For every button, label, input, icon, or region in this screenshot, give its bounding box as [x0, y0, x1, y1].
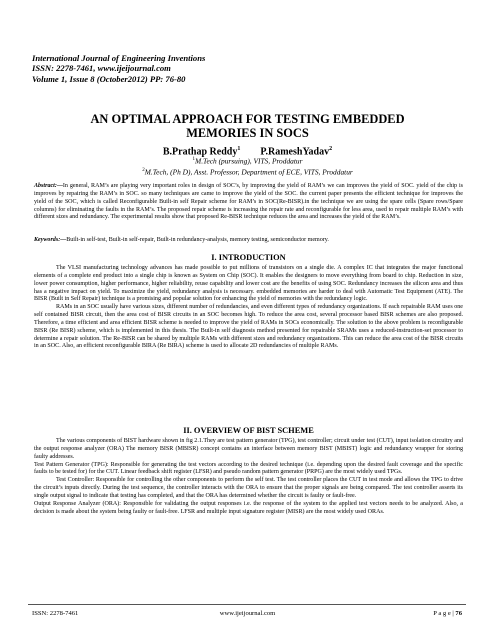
bist-overview-body: [34, 438, 463, 516]
affiliations: [40, 155, 455, 177]
introduction-body: [34, 265, 463, 351]
journal-issn: ISSN: 2278-7461, www.ijeijournal.com: [32, 63, 171, 74]
paper-title-line1: AN OPTIMAL APPROACH FOR TESTING EMBEDDED: [90, 112, 405, 126]
bist-paragraph-ora: Output Response Analyzer (ORA): Responsible for validating the output responses i.e. the response of the system to the applied test vectors needs to be analyzed. Also, a decision is made about the system being faulty or fault-free. LFSR and multiple input signature register (MISR) are the most widely used ORAs.: [34, 500, 463, 515]
footer-divider: [28, 604, 466, 605]
journal-header: [32, 53, 462, 84]
affiliation-2: [40, 166, 455, 177]
footer-issn: ISSN: 2278-7461: [32, 610, 79, 617]
bist-paragraph-tpg: Test Pattern Generator (TPG): Responsible for generating the test vectors according to the desired technique (i.e. depending upon the desired fault coverage and the specific faults to be tested for) for the CUT. Linear feedback shift register (LFSR) and pseudo random pattern generator (PRPG) are the most widely used TPGs.: [34, 461, 463, 476]
affiliation-1-superscript: 1: [192, 157, 196, 162]
footer-website: www.ijeijournal.com: [219, 610, 276, 617]
journal-name: International Journal of Engineering Inventions: [32, 53, 206, 63]
author-2-superscript: 2: [329, 146, 333, 152]
author-1-superscript: 1: [237, 146, 241, 152]
bist-paragraph-test-controller: Test Controller: Responsible for controlling the other components to perform the self test. The test controller places the CUT in test mode and allows the TPG to drive the circuit’s inputs directly. During the test sequence, the controller interacts with the ORA to ensure that the proper signals are being compared. The test controller asserts its single output signal to indicate that testing has completed, and that the ORA has determined whether the circuit is faulty or fault-free.: [34, 477, 463, 499]
keywords: [34, 237, 463, 245]
section-heading-bist-overview: II. OVERVIEW OF BIST SCHEME: [183, 426, 314, 435]
affiliation-1-text: M.Tech (pursuing), VITS, Proddatur: [195, 156, 303, 166]
author-2: P.RameshYadav: [260, 146, 330, 158]
footer-page-label: P a g e |: [433, 610, 456, 617]
keywords-text: Built-in self-test, Built-in self-repair, Built-in redundancy-analysis, memory testing, semiconductor memory.: [66, 237, 329, 243]
affiliation-2-text: M.Tech, (Ph D), Asst. Professor, Department of ECE, VITS, Proddatur: [144, 167, 353, 177]
abstract-label: Abstract:—: [34, 183, 63, 189]
introduction-paragraph-1: The VLSI manufacturing technology advances has made possible to put millions of transistors on a single die. A complex IC that integrates the major functional elements of a complete end product into a single chip is known as System on Chip (SOC). It enables the designers to move everything from board to chip. Reduction in size, lower power consumption, higher performance, higher reliability, reuse capability and lower cost are the benefits of using SOC. Redundancy increases the silicon area and thus has a negative impact on yield. To maximize the yield, redundancy analysis is necessary. embedded memories are harder to deal with Automatic Test Equipment (ATE). The BISR (Built in Self Repair) technique is a promising and popular solution for enhancing the yield of memories with the redundancy logic.: [34, 265, 463, 303]
introduction-paragraph-2: RAMs in an SOC usually have various sizes, different number of redundancies, and even different types of redundancy organizations. If each repairable RAM uses one self contained BISR circuit, then the area cost of BISR circuits in an SOC becomes high. To reduce the area cost, several processor based BISR schemes are also proposed. Therefore, a time efficient and area efficient BISR scheme is needed to improve the yield of RAMs in SOCs economically. The solution to the above problem is reconfigurable BISR (Re BISR) scheme, which is implemented in this thesis. The Built-in self diagnosis method presented for repairable SRAMs uses a reduced-instruction-set processor to determine a repair solution. The Re-BISR can be shared by multiple RAMs with different sizes and redundancy organizations. This can reduce the area cost of the BISR circuits in an SOC. Also, an efficient reconfigurable BIRA (Re BIRA) scheme is used to allocate 2D redundancies of multiple RAMs.: [34, 304, 463, 350]
author-1: B.Prathap Reddy: [162, 146, 238, 158]
bist-paragraph-1: The various components of BIST hardware shown in fig 2.1.They are test pattern generator (TPG), test controller; circuit under test (CUT), input isolation circuitry and the output response analyzer (ORA) The memory BISR (MBISR) concept contains an interface between memory BIST (MBIST) logic and redundancy wrapper for storing faulty addresses.: [34, 438, 463, 460]
affiliation-2-superscript: 2: [142, 167, 145, 173]
abstract: [34, 183, 463, 222]
abstract-text: In general, RAM’s are playing very important roles in design of SOC’s, by improving the yield of RAM’s we can improves the yield of SOC. yield of the chip is improves by repairing the RAM’s in SOC. so many techniques are came to improve the yield of the SOC. the current paper presents the efficient technique for improves the yield of the SOC, which is called Reconfigurable Built-in self Repair scheme for RAM’s in SOC(Re-BISR).in the technique we are using the spare cells (Spare rows/Spare columns) for eliminating the faults in the RAM’s. The proposed repair scheme is increasing the repair rate and reconfigurable for less area, used to repair multiple RAM’s with different sizes and redundancy. The experimental results show that proposed Re-BISR technique reduces the area and increases the yield of the RAM’s.: [34, 183, 463, 221]
paper-title: [40, 112, 455, 140]
paper-title-line2: MEMORIES IN SOCS: [186, 126, 309, 140]
journal-volume: Volume 1, Issue 8 (October2012) PP: 76-80: [32, 73, 186, 84]
affiliation-1: [40, 155, 455, 166]
footer-page-number: 76: [455, 610, 462, 617]
section-heading-introduction: I. INTRODUCTION: [211, 253, 286, 262]
keywords-label: Keywords:—: [34, 237, 67, 243]
footer-page: [433, 610, 462, 618]
